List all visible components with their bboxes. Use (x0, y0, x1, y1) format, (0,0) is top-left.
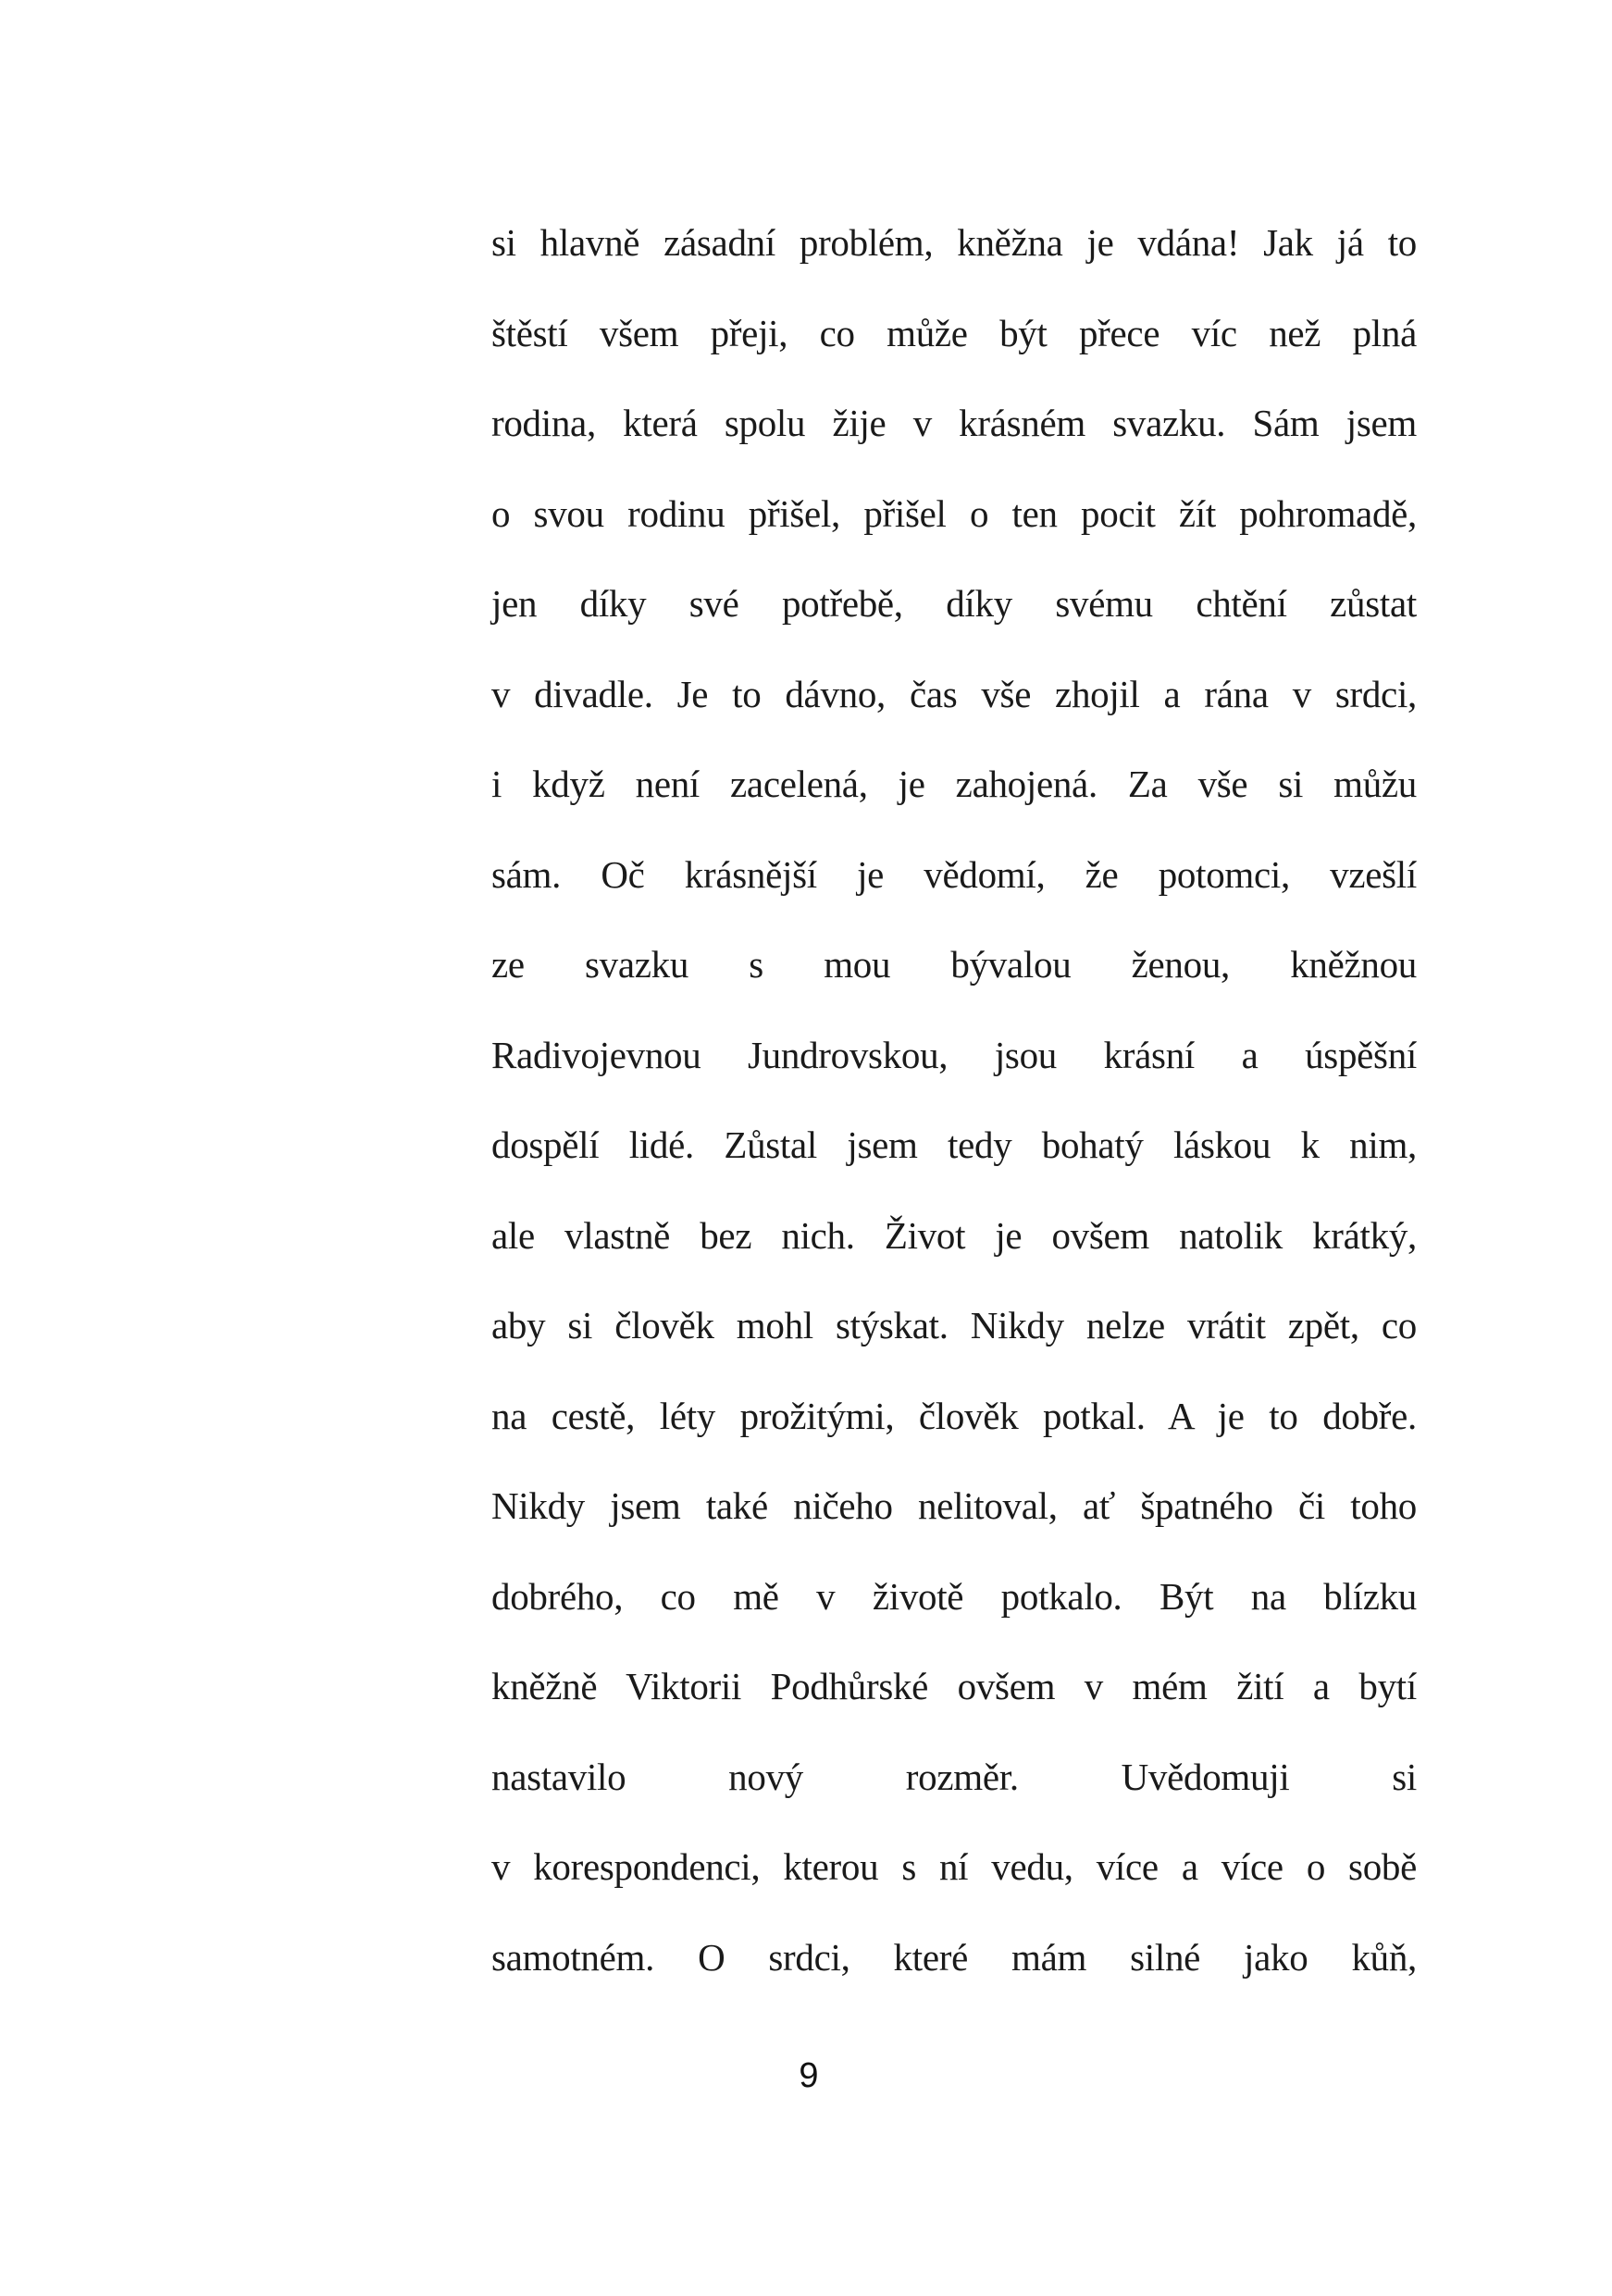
text-line: aby si člověk mohl stýskat. Nikdy nelze vrátit zpět, co (491, 1304, 1417, 1347)
text-line: Radivojevnou Jundrovskou, jsou krásní a úspěšní (491, 1033, 1417, 1076)
text-line: v divadle. Je to dávno, čas vše zhojil a rána v srdci, (491, 672, 1417, 715)
body-text (491, 209, 1417, 2014)
text-line: štěstí všem přeji, co může být přece víc než plná (491, 311, 1417, 354)
text-line: sám. Oč krásnější je vědomí, že potomci, vzešlí (491, 852, 1417, 896)
text-line: kněžně Viktorii Podhůrské ovšem v mém žití a bytí (491, 1665, 1417, 1707)
text-line: o svou rodinu přišel, přišel o ten pocit žít pohromadě, (491, 491, 1417, 535)
text-line: dospělí lidé. Zůstal jsem tedy bohatý láskou k nim, (491, 1123, 1417, 1166)
text-line: si hlavně zásadní problém, kněžna je vdána! Jak já to (491, 221, 1417, 264)
page-number: 9 (799, 2056, 819, 2095)
text-line: samotném. O srdci, které mám silné jako kůň, (491, 1935, 1417, 1979)
text-line: nastavilo nový rozměr. Uvědomuji si (491, 1755, 1417, 1798)
text-line: rodina, která spolu žije v krásném svazku. Sám jsem (491, 402, 1417, 444)
text-line: v korespondenci, kterou s ní vedu, více a více o sobě (491, 1845, 1417, 1888)
text-line: i když není zacelená, je zahojená. Za vše si můžu (491, 763, 1417, 805)
text-line: jen díky své potřebě, díky svému chtění zůstat (491, 582, 1417, 625)
text-line: ze svazku s mou bývalou ženou, kněžnou (491, 943, 1417, 986)
text-line: dobrého, co mě v životě potkalo. Být na blízku (491, 1574, 1417, 1618)
text-line: ale vlastně bez nich. Život je ovšem natolik krátký, (491, 1213, 1417, 1257)
text-line: na cestě, léty prožitými, člověk potkal. A je to dobře. (491, 1394, 1417, 1437)
text-line: Nikdy jsem také ničeho nelitoval, ať špatného či toho (491, 1484, 1417, 1527)
